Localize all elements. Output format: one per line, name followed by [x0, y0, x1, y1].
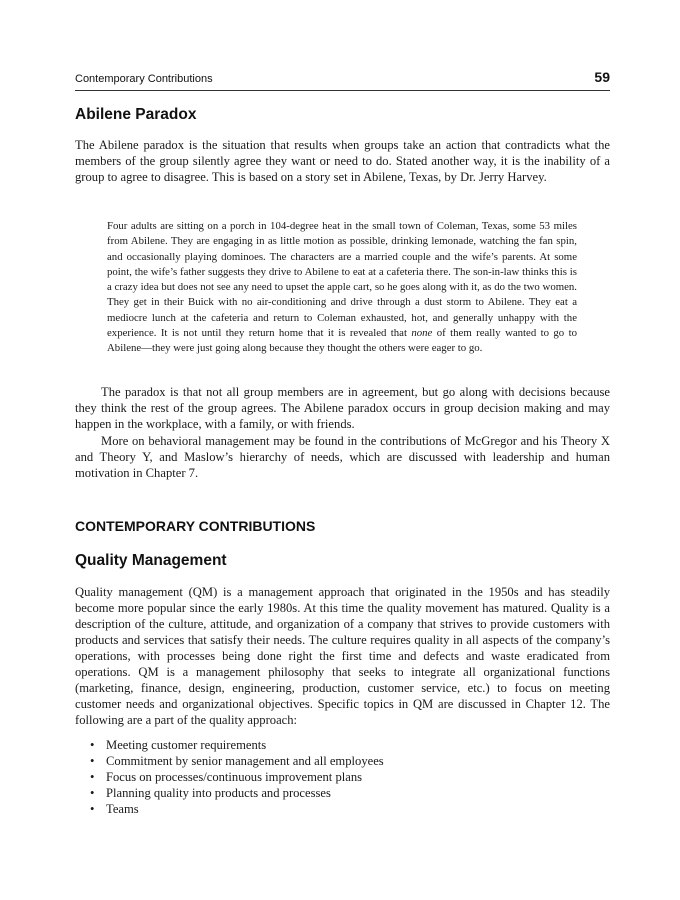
running-head-title: Contemporary Contributions — [75, 73, 213, 85]
list-item — [90, 785, 590, 801]
list-item-text: Teams — [106, 802, 139, 816]
bullet-icon: • — [90, 802, 95, 816]
bullet-icon: • — [90, 754, 95, 768]
quote-text-before: Four adults are sitting on a porch in 104-degree heat in the small town of Coleman, Texas, some 53 miles from Abilene. They are engaging in as little motion as possible, drinking lemonade, watching the fan spin, and occasionally playing dominoes. The characters are a married couple and the wife’s parents. At some point, the wife’s father suggests they drive to Abilene to eat at a cafeteria there. The son-in-law thinks this is a crazy idea but does not see any need to upset the apple cart, so he goes along with it, as do the two women. They get in their Buick with no air-conditioning and drive through a dust storm to Abilene. They eat a mediocre lunch at the cafeteria and return to Coleman exhausted, hot, and generally unhappy with the experience. It is not until they return home that it is revealed that — [107, 220, 577, 340]
list-item-text: Meeting customer requirements — [106, 738, 267, 752]
quality-management-heading: Quality Management — [75, 552, 227, 569]
list-item-text: Planning quality into products and processes — [106, 786, 331, 800]
abilene-paragraph-2: The paradox is that not all group members are in agreement, but go along with decisions because they think the rest of the group agrees. The Abilene paradox occurs in group decision making and may happen in the workplace, with a family, or with friends. — [75, 385, 610, 431]
running-head — [75, 66, 610, 91]
page-number: 59 — [594, 69, 610, 85]
list-item — [90, 769, 590, 785]
abilene-story-quote — [107, 219, 577, 357]
bullet-icon: • — [90, 770, 95, 784]
quality-approach-list — [90, 737, 590, 817]
abilene-heading: Abilene Paradox — [75, 106, 197, 123]
quote-emphasis: none — [411, 327, 433, 340]
list-item — [90, 801, 590, 817]
contemporary-contributions-heading: CONTEMPORARY CONTRIBUTIONS — [75, 518, 316, 534]
bullet-icon: • — [90, 738, 95, 752]
list-item — [90, 753, 590, 769]
quote-text-after: of them really wanted to go to Abilene—they were just going along because they thought the others were eager to go. — [107, 327, 577, 355]
list-item — [90, 737, 590, 753]
quality-management-paragraph: Quality management (QM) is a management approach that originated in the 1950s and has steadily become more popular since the early 1980s. At this time the quality movement has matured. Quality is a description of the culture, attitude, and organization of a company that strives to provide customers with products and services that satisfy their needs. The culture requires quality in all aspects of the company’s operations, with processes being done right the first time and defects and waste eradicated from operations. QM is a management philosophy that seeks to integrate all organizational functions (marketing, finance, design, engineering, production, customer service, etc.) to focus on meeting customer needs and organizational objectives. Specific topics in QM are discussed in Chapter 12. The following are a part of the quality approach: — [75, 585, 610, 727]
bullet-icon: • — [90, 786, 95, 800]
list-item-text: Commitment by senior management and all employees — [106, 754, 384, 768]
abilene-paragraph-3: More on behavioral management may be found in the contributions of McGregor and his Theory X and Theory Y, and Maslow’s hierarchy of needs, which are discussed with leadership and human motivation in Chapter 7. — [75, 434, 610, 480]
list-item-text: Focus on processes/continuous improvement plans — [106, 770, 363, 784]
abilene-intro-paragraph: The Abilene paradox is the situation that results when groups take an action that contradicts what the members of the group silently agree they want or need to do. Stated another way, it is the inability of a group to agree to disagree. This is based on a story set in Abilene, Texas, by Dr. Jerry Harvey. — [75, 138, 610, 184]
